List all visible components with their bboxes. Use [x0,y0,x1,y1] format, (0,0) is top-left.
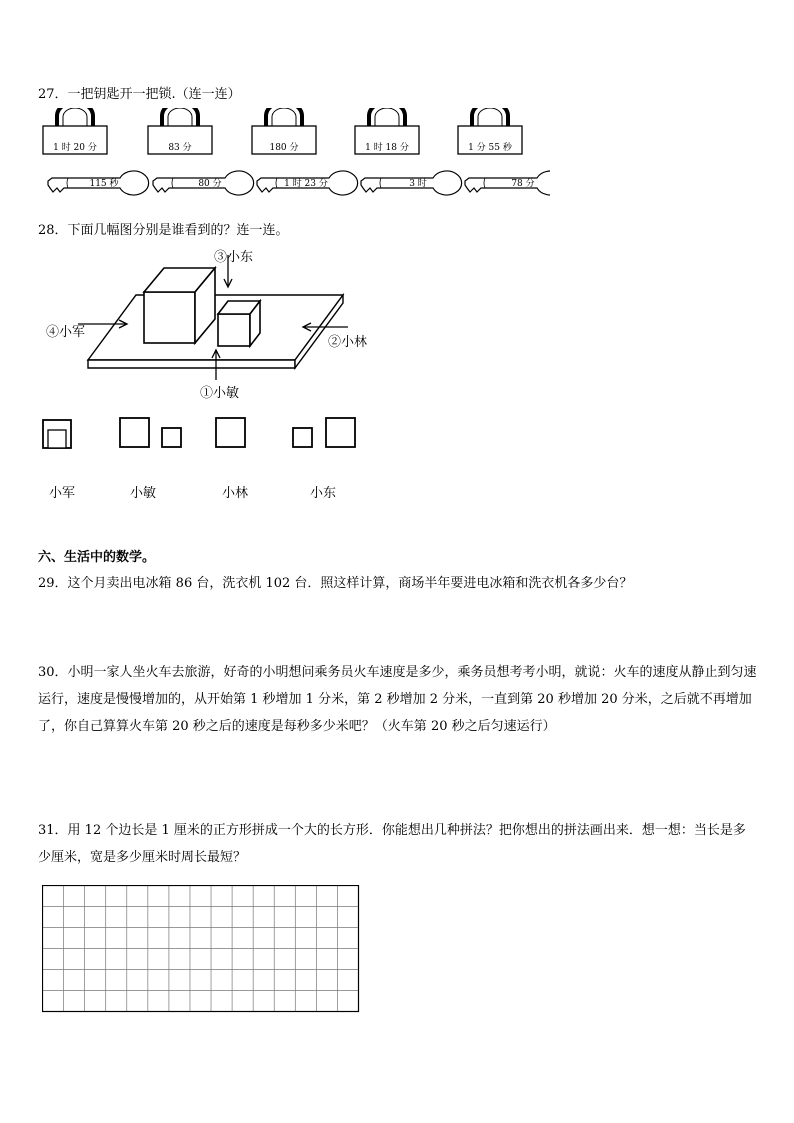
lock-key-figure [30,108,550,213]
name-xiaojun: 小军 [49,486,76,501]
shape-option-4[interactable] [293,418,355,447]
shape-option-1[interactable] [43,420,71,448]
small-cube [218,301,260,346]
view-shapes [38,412,368,452]
large-cube [144,268,215,343]
q28-title: 28．下面几幅图分别是谁看到的？连一连。 [38,223,289,238]
key-2-label: 80 分 [198,179,222,189]
q27-title: 27．一把钥匙开一把锁.（连一连） [38,87,241,102]
label-xiaomin-view: ①小敏 [200,386,240,401]
view-diagram [40,245,380,410]
name-xiaodong: 小东 [310,486,337,501]
name-xiaolin: 小林 [222,486,249,501]
lock-5-label: 1 分 55 秒 [468,143,512,153]
shape-option-2[interactable] [120,418,181,447]
key-5-label: 78 分 [511,179,535,189]
key-1-label: 115 秒 [89,179,119,189]
key-3-label: 1 时 23 分 [284,179,328,189]
name-xiaomin: 小敏 [130,486,157,501]
lock-4-label: 1 时 18 分 [365,143,409,153]
section-6-title: 六、生活中的数学。 [38,550,156,565]
q31-text: 31．用 12 个边长是 1 厘米的正方形拼成一个大的长方形．你能想出几种拼法？把你想出的拼法画出来．想一想：当长是多少厘米，宽是多少厘米时周长最短？ [38,823,746,865]
key-4-label: 3 时 [409,179,427,189]
label-xiaolin-view: ②小林 [328,335,368,350]
lock-2-label: 83 分 [168,143,192,153]
label-xiaojun-view: ④小军 [46,325,86,340]
label-xiaodong-view: ③小东 [214,250,254,265]
drawing-grid[interactable] [42,885,362,1015]
lock-3-label: 180 分 [269,143,299,153]
q30-text: 30．小明一家人坐火车去旅游，好奇的小明想问乘务员火车速度是多少，乘务员想考考小明，就说：火车的速度从静止到匀速运行，速度是慢慢增加的，从开始第 1 秒增加 1 分米，第 2 秒增加 2 分米，一直到第 20 秒增加 20 分米，之后就不再增加了，你自己算算火车第 20 秒之后的速度是每秒多少米吧？（火车第 20 秒之后匀速运行） [38,665,757,734]
lock-1-label: 1 时 20 分 [53,143,97,153]
q29-text: 29．这个月卖出电冰箱 86 台，洗衣机 102 台．照这样计算，商场半年要进电冰箱和洗衣机各多少台？ [38,576,633,591]
shape-option-3[interactable] [216,418,245,447]
key-5[interactable] [465,171,550,195]
